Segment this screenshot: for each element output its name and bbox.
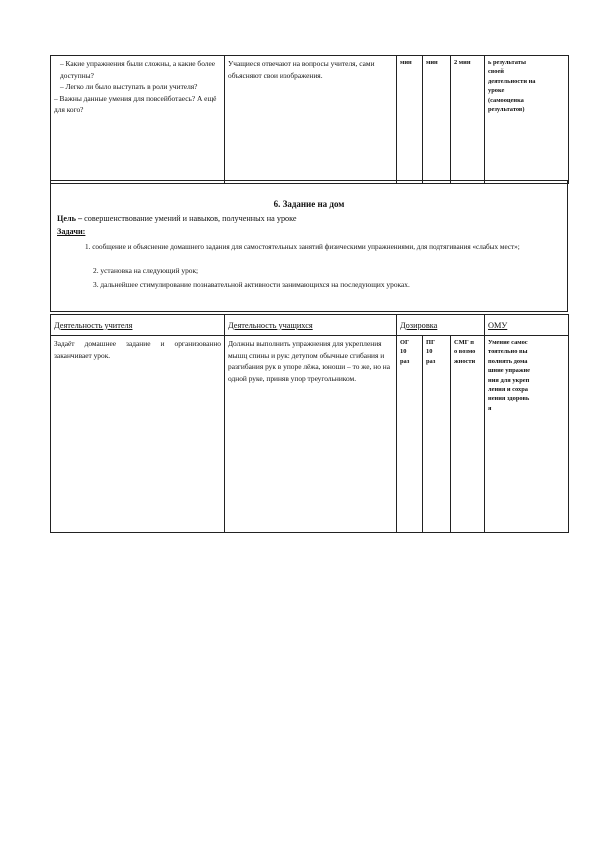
teacher-activity-cell: [51, 336, 225, 533]
task-3: 3. дальнейшее стимулирование познавательной активности занимающихся на последующих уроках.: [93, 280, 410, 289]
student-activity-cell: [225, 56, 397, 184]
dose-value-3: 2 мин: [454, 59, 471, 66]
table-row: [51, 336, 569, 533]
header-student-label: Деятельность учащихся: [228, 320, 313, 330]
pg-cell: [423, 336, 451, 533]
goal-text: совершенствование умений и навыков, полученных на уроке: [84, 214, 297, 223]
task-1: 1. сообщение и объяснение домашнего задания для самостоятельных занятий физическими упражнениями, для подтягивания «слабых мест»;: [85, 243, 520, 251]
smg-dose: СМГ по возможности: [454, 339, 476, 365]
teacher-activity-text: Задаёт домашнее задание и организованно заканчивает урок.: [54, 339, 221, 360]
homework-section: [50, 180, 568, 312]
header-teacher-label: Деятельность учителя: [54, 320, 133, 330]
section-title: 6. Задание на дом: [273, 199, 345, 209]
dose-value-1: мин: [400, 59, 412, 66]
header-dose-label: Дозировка: [400, 320, 438, 330]
homework-activity-table: [50, 314, 569, 533]
dose-cell-1: [397, 56, 423, 184]
top-activity-table: [50, 55, 569, 184]
pg-dose: ПГ 10 раз: [426, 339, 436, 365]
student-activity-cell: [225, 336, 397, 533]
smg-cell: [451, 336, 485, 533]
omu-cell: [485, 56, 569, 184]
og-cell: [397, 336, 423, 533]
og-dose: ОГ 10 раз: [400, 339, 410, 365]
goal-label: Цель –: [57, 214, 83, 223]
tasks-label: Задачи:: [57, 227, 86, 236]
table-row: [51, 56, 569, 184]
omu-text: Умение самостоятельно выполнять домашние упражнения для укрепления и сохранения здоровья: [488, 339, 531, 412]
header-omu-label: ОМУ: [488, 320, 508, 330]
omu-text: ь результаты своей деятельности на уроке (самооценка результатов): [488, 59, 536, 114]
teacher-activity-cell: [51, 56, 225, 184]
header-omu: [485, 315, 569, 336]
dose-cell-3: [451, 56, 485, 184]
header-teacher: [51, 315, 225, 336]
table-header-row: [51, 315, 569, 336]
teacher-question-2: – Легко ли было выступать в роли учителя?: [60, 82, 198, 91]
teacher-question-3: – Важны данные умения для повсейботаесь? А ещё для кого?: [54, 93, 217, 114]
dose-value-2: мин: [426, 59, 438, 66]
omu-cell: [485, 336, 569, 533]
header-dose: [397, 315, 485, 336]
header-student: [225, 315, 397, 336]
goal-line: [57, 214, 561, 223]
student-activity-text: Должны выполнить упражнения для укрепления мышц спины и рук: детупом обычные сгибания и разгибания рук в упоре лёжа, юноши – то же, но на одной руке, приняв упор треугольником.: [228, 339, 390, 383]
task-2: 2. установка на следующий урок;: [93, 266, 199, 275]
dose-cell-2: [423, 56, 451, 184]
teacher-question-1: – Какие упражнения были сложны, а какие более доступны?: [60, 59, 216, 80]
student-activity-text: Учащиеся отвечают на вопросы учителя, сами объясняют свои изображения.: [228, 59, 375, 80]
